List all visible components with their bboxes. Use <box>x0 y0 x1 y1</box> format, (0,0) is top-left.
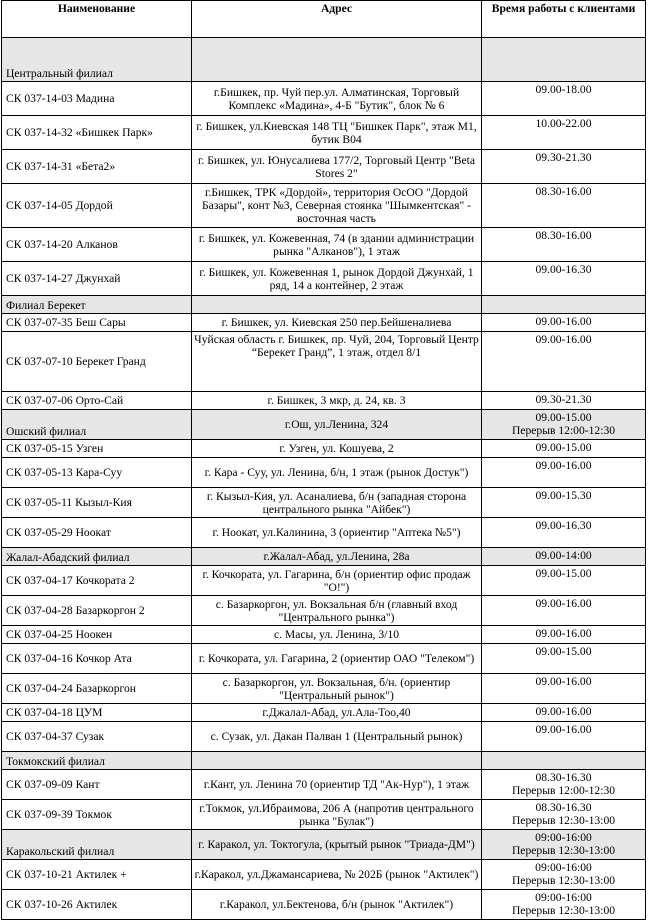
table-row <box>2 458 646 488</box>
branch-name: СК 037-05-13 Кара-Суу <box>2 458 192 488</box>
table-row <box>2 184 646 228</box>
branch-address: г.Ош, ул.Ленина, 324 <box>192 410 482 440</box>
branch-hours: 09.00-16.00 <box>482 704 646 722</box>
branch-address: г.Бишкек, ТРК «Дордой», территория ОсОО "Дордой Базары", конт №3, Северная стоянка "Шымкентская" - восточная часть <box>192 184 482 228</box>
section-name: Ошский филиал <box>2 410 192 440</box>
table-row <box>2 488 646 518</box>
branch-name: СК 037-04-18 ЦУМ <box>2 704 192 722</box>
branch-name: СК 037-09-39 Токмок <box>2 800 192 830</box>
branch-hours: 09:00-16:00 Перерыв 12:30-13:00 <box>482 830 646 860</box>
branch-hours <box>482 38 646 82</box>
table-row <box>2 518 646 548</box>
section-name: Токмокский филиал <box>2 752 192 770</box>
branch-address <box>192 752 482 770</box>
branch-address: г.Токмок, ул.Ибраимова, 206 А (напротив центрального рынка "Булак") <box>192 800 482 830</box>
branch-name: СК 037-04-17 Кочкората 2 <box>2 566 192 596</box>
branch-address: г.Каракол, ул.Джамансариева, № 202Б (рынок "Актилек") <box>192 860 482 890</box>
branch-name: СК 037-14-32 «Бишкек Парк» <box>2 116 192 150</box>
branch-hours: 09.00-14:00 <box>482 548 646 566</box>
branch-hours: 09.00-15.00 <box>482 440 646 458</box>
branch-hours: 08.30-16.00 <box>482 184 646 228</box>
branch-hours: 08.30-16.00 <box>482 228 646 262</box>
header-hours: Время работы с клиентами <box>482 1 646 38</box>
table-row <box>2 150 646 184</box>
branch-hours: 09.00-15.00 <box>482 644 646 674</box>
branch-hours: 09.00-16.30 <box>482 518 646 548</box>
branch-address: г. Бишкек, ул.Киевская 148 ТЦ "Бишкек Парк", этаж М1, бутик В04 <box>192 116 482 150</box>
section-row <box>2 296 646 314</box>
branch-address: г. Бишкек, 3 мкр, д. 24, кв. 3 <box>192 392 482 410</box>
branch-name: СК 037-14-05 Дордой <box>2 184 192 228</box>
branch-hours: 09.30-21.30 <box>482 392 646 410</box>
branch-hours <box>482 296 646 314</box>
branch-hours: 09.00-16.00 <box>482 332 646 392</box>
branch-address: г.Джалал-Абад, ул.Ала-Тоо,40 <box>192 704 482 722</box>
section-name: Центральный филиал <box>2 38 192 82</box>
section-row <box>2 548 646 566</box>
branch-address <box>192 296 482 314</box>
branches-table <box>1 0 646 920</box>
table-row <box>2 262 646 296</box>
branch-name: СК 037-05-15 Узген <box>2 440 192 458</box>
branch-address: г. Узген, ул. Кошуева, 2 <box>192 440 482 458</box>
branch-hours: 09.30-21.30 <box>482 150 646 184</box>
branch-hours: 09.00-18.00 <box>482 82 646 116</box>
table-body <box>2 38 646 920</box>
branch-hours: 09.00-16.00 <box>482 626 646 644</box>
header-name: Наименование <box>2 1 192 38</box>
branch-address: г.Каракол, ул.Бектенова, б/н (рынок "Актилек") <box>192 890 482 920</box>
branch-address: г. Бишкек, ул. Киевская 250 пер.Бейшеналиева <box>192 314 482 332</box>
branch-address: с. Масы, ул. Ленина, 3/10 <box>192 626 482 644</box>
table-row <box>2 890 646 920</box>
table-row <box>2 704 646 722</box>
branch-hours: 09:00-16:00 Перерыв 12:30-13:00 <box>482 890 646 920</box>
branch-hours: 09:00-16:00 Перерыв 12:30-13:00 <box>482 860 646 890</box>
branch-name: СК 037-09-09 Кант <box>2 770 192 800</box>
section-name: Филиал Берекет <box>2 296 192 314</box>
branch-hours: 09.00-16.00 <box>482 596 646 626</box>
table-row <box>2 674 646 704</box>
table-row <box>2 116 646 150</box>
section-name: Жалал-Абадский филиал <box>2 548 192 566</box>
branch-address: г.Бишкек, пр. Чуй пер.ул. Алматинская, Торговый Комплекс «Мадина», 4-Б "Бутик", блок № 6 <box>192 82 482 116</box>
branch-address: г. Бишкек, ул. Кожевенная 1, рынок Дордой Джунхай, 1 ряд, 14 а контейнер, 2 этаж <box>192 262 482 296</box>
table-row <box>2 440 646 458</box>
branch-name: СК 037-10-21 Актилек + <box>2 860 192 890</box>
branch-address: г. Кара - Суу, ул. Ленина, б/н, 1 этаж (рынок Достук") <box>192 458 482 488</box>
branch-name: СК 037-04-37 Сузак <box>2 722 192 752</box>
branch-name: СК 037-04-16 Кочкор Ата <box>2 644 192 674</box>
table-row <box>2 722 646 752</box>
branch-address: г. Бишкек, ул. Кожевенная, 74 (в здании администрации рынка "Алканов"), 1 этаж <box>192 228 482 262</box>
branch-hours: 08.30-16.30 Перерыв 12:30-13:00 <box>482 800 646 830</box>
branch-name: СК 037-07-35 Беш Сары <box>2 314 192 332</box>
branch-name: СК 037-10-26 Актилек <box>2 890 192 920</box>
branch-name: СК 037-04-25 Ноокен <box>2 626 192 644</box>
section-name: Каракольский филиал <box>2 830 192 860</box>
branch-address: г. Ноокат, ул.Калинина, 3 (ориентир "Аптека №5") <box>192 518 482 548</box>
branch-name: СК 037-07-06 Орто-Сай <box>2 392 192 410</box>
branch-address: г. Бишкек, ул. Юнусалиева 177/2, Торговый Центр "Beta Stores 2" <box>192 150 482 184</box>
branch-name: СК 037-07-10 Берекет Гранд <box>2 332 192 392</box>
branch-address: г. Кочкората, ул. Гагарина, б/н (ориентир офис продаж "О!") <box>192 566 482 596</box>
branch-name: СК 037-04-28 Базаркоргон 2 <box>2 596 192 626</box>
branch-name: СК 037-05-11 Кызыл-Кия <box>2 488 192 518</box>
branch-address <box>192 38 482 82</box>
branch-name: СК 037-04-24 Базаркоргон <box>2 674 192 704</box>
branch-address: с. Базаркоргон, ул. Вокзальная, б/н. (ориентир "Центральный рынок") <box>192 674 482 704</box>
section-row <box>2 830 646 860</box>
table-row <box>2 392 646 410</box>
table-row <box>2 644 646 674</box>
branch-hours: 10.00-22.00 <box>482 116 646 150</box>
branch-hours: 09.00-15.00 Перерыв 12:00-12:30 <box>482 410 646 440</box>
branch-hours: 09.00-16.00 <box>482 674 646 704</box>
table-row <box>2 82 646 116</box>
branch-address: г. Кызыл-Кия, ул. Асаналиева, б/н (западная сторона центрального рынка "Айбек") <box>192 488 482 518</box>
table-row <box>2 626 646 644</box>
branch-address: с. Сузак, ул. Дакан Палван 1 (Центральный рынок) <box>192 722 482 752</box>
branch-address: г.Кант, ул. Ленина 70 (ориентир ТД "Ак-Нур"), 1 этаж <box>192 770 482 800</box>
table-header-row <box>2 1 646 38</box>
table-row <box>2 860 646 890</box>
table-row <box>2 314 646 332</box>
table-row <box>2 228 646 262</box>
branch-hours: 09.00-15.30 <box>482 488 646 518</box>
branch-name: СК 037-14-27 Джунхай <box>2 262 192 296</box>
branch-name: СК 037-14-31 «Бета2» <box>2 150 192 184</box>
branch-hours: 09.00-16.30 <box>482 262 646 296</box>
branch-hours: 08.30-16.30 Перерыв 12:00-12:30 <box>482 770 646 800</box>
branch-hours: 09.00-16.00 <box>482 314 646 332</box>
branch-address: г. Каракол, ул. Токтогула, (крытый рынок "Триада-ДМ") <box>192 830 482 860</box>
table-row <box>2 770 646 800</box>
branch-name: СК 037-05-29 Ноокат <box>2 518 192 548</box>
branch-address: Чуйская область г. Бишкек, пр. Чуй, 204, Торговый Центр “Берекет Гранд”, 1 этаж, отдел 8/1 <box>192 332 482 392</box>
section-row <box>2 752 646 770</box>
section-row <box>2 410 646 440</box>
branch-hours: 09.00-15.00 <box>482 566 646 596</box>
table-row <box>2 596 646 626</box>
branch-address: г.Жалал-Абад, ул.Ленина, 28а <box>192 548 482 566</box>
table-row <box>2 800 646 830</box>
section-row <box>2 38 646 82</box>
branch-hours <box>482 752 646 770</box>
branch-hours: 09.00-16.00 <box>482 722 646 752</box>
header-address: Адрес <box>192 1 482 38</box>
branch-hours: 09.00-16.00 <box>482 458 646 488</box>
table-row <box>2 332 646 392</box>
branch-name: СК 037-14-20 Алканов <box>2 228 192 262</box>
branch-address: с. Базаркоргон, ул. Вокзальная б/н (главный вход "Центрального рынка") <box>192 596 482 626</box>
branch-name: СК 037-14-03 Мадина <box>2 82 192 116</box>
branch-address: г. Кочкората, ул. Гагарина, 2 (ориентир ОАО "Телеком") <box>192 644 482 674</box>
table-row <box>2 566 646 596</box>
